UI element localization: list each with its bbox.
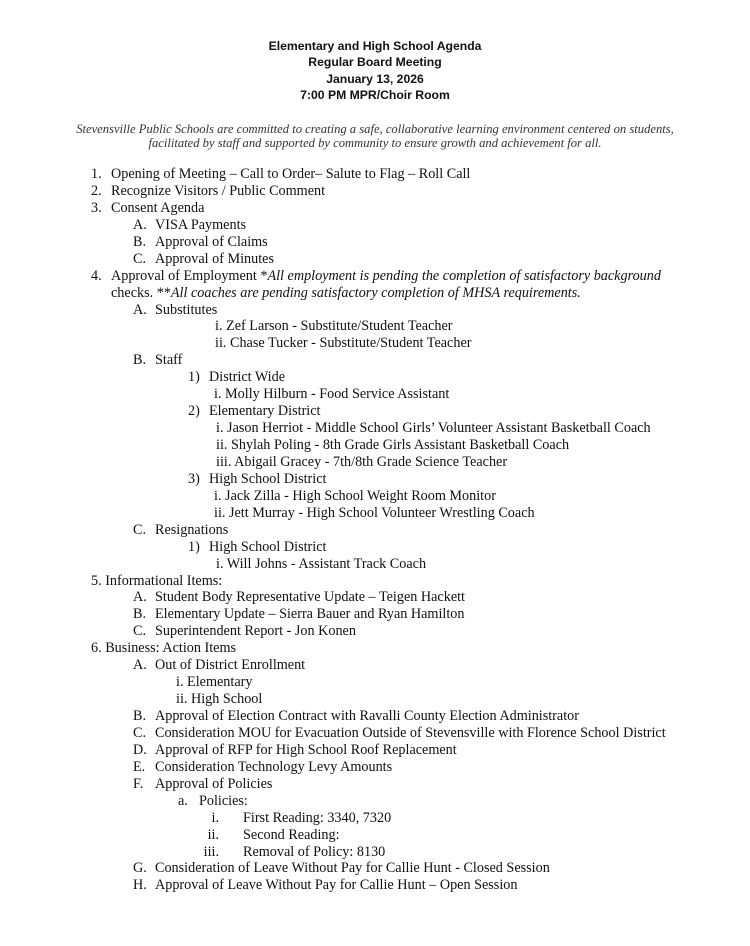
item-marker: 2) [188, 403, 200, 420]
agenda-subitem [0, 877, 750, 894]
item-text: Will Johns - Assistant Track Coach [226, 555, 427, 572]
item-text: Consent Agenda [111, 199, 205, 216]
agenda-item [0, 166, 750, 183]
coaches-note: All coaches are pending satisfactory completion of MHSA requirements. [170, 284, 581, 301]
agenda-entry [0, 420, 750, 437]
item-text: Superintendent Report - Jon Konen [155, 623, 356, 640]
item-text: Removal of Policy: 8130 [243, 843, 386, 860]
item-marker: B. [133, 708, 147, 724]
agenda-entry [0, 674, 750, 691]
meeting-time-place: 7:00 PM MPR/Choir Room [300, 88, 450, 102]
agenda-subitem [0, 302, 750, 319]
agenda-item-continuation [0, 285, 750, 302]
item-text: Consideration MOU for Evacuation Outside of Stevensville with Florence School District [155, 724, 666, 741]
item-text: Second Reading: [243, 826, 340, 843]
agenda-subitem [0, 776, 750, 793]
item-label: Approval of Employment * [111, 267, 268, 284]
agenda-district [0, 471, 750, 488]
item-marker: i. [214, 487, 222, 504]
mission-line-1: Stevensville Public Schools are committed to creating a safe, collaborative learning environment centered on students, [76, 122, 674, 136]
item-marker: C. [133, 250, 147, 267]
agenda-subitem [0, 251, 750, 268]
agenda-entry [0, 505, 750, 522]
agenda-subitem [0, 759, 750, 776]
item-text: Zef Larson - Substitute/Student Teacher [226, 318, 453, 335]
item-marker: A. [133, 657, 147, 674]
item-text: District Wide [209, 369, 286, 386]
agenda-subitem [0, 589, 750, 606]
item-text [111, 268, 661, 285]
agenda-entry [0, 691, 750, 708]
item-text: Recognize Visitors / Public Comment [111, 182, 326, 199]
item-text: Opening of Meeting – Call to Order– Salute to Flag – Roll Call [111, 166, 471, 182]
item-marker: ii. [207, 826, 219, 843]
agenda-entry [0, 488, 750, 505]
item-text: High School District [209, 470, 327, 487]
item-marker: C. [133, 724, 147, 741]
item-text: Approval of Policies [155, 775, 273, 792]
item-marker: i. [176, 674, 184, 691]
item-marker: G. [133, 860, 147, 877]
agenda-policy [0, 844, 750, 861]
item-text: Abigail Gracey - 7th/8th Grade Science Teacher [234, 453, 508, 470]
mission-line-2: facilitated by staff and supported by community to ensure growth and achievement for all. [148, 136, 602, 150]
agenda-item [0, 200, 750, 217]
item-marker: ii. [214, 504, 226, 521]
item-text: Resignations [155, 521, 229, 538]
item-marker: B. [133, 352, 147, 369]
agenda-policy [0, 827, 750, 844]
item-marker: E. [133, 758, 146, 775]
agenda-subitem [0, 708, 750, 725]
agenda-list [0, 166, 750, 894]
agenda-policy-group [0, 793, 750, 810]
item-marker: A. [133, 301, 147, 318]
agenda-entry [0, 454, 750, 471]
agenda-subitem [0, 725, 750, 742]
item-marker: 1) [188, 369, 200, 386]
item-marker: i. [215, 318, 223, 335]
item-text: Approval of Election Contract with Ravalli County Election Administrator [155, 708, 579, 724]
agenda-district [0, 369, 750, 386]
item-text [111, 285, 581, 302]
item-marker: 5. [91, 572, 102, 589]
item-label: checks. ** [111, 284, 171, 301]
item-text: High School [190, 691, 263, 708]
item-marker: i. [211, 809, 219, 826]
item-text: Consideration of Leave Without Pay for Callie Hunt - Closed Session [155, 860, 550, 877]
item-text: Jack Zilla - High School Weight Room Monitor [225, 487, 496, 504]
item-text: Consideration Technology Levy Amounts [155, 758, 393, 775]
meeting-date: January 13, 2026 [326, 72, 424, 86]
item-marker: 1. [91, 166, 102, 182]
item-marker: 3) [188, 470, 200, 487]
agenda-subitem [0, 623, 750, 640]
agenda-subitem [0, 352, 750, 369]
item-text: First Reading: 3340, 7320 [243, 809, 392, 826]
item-text: Elementary [187, 674, 253, 691]
item-marker: B. [133, 233, 147, 250]
item-marker: F. [133, 775, 144, 792]
agenda-subitem [0, 217, 750, 234]
item-text: Staff [155, 352, 183, 369]
item-text: Approval of Leave Without Pay for Callie Hunt – Open Session [155, 877, 518, 894]
item-text: Policies: [199, 792, 248, 809]
item-marker: H. [133, 877, 147, 894]
item-marker: A. [133, 589, 147, 606]
item-marker: a. [178, 792, 188, 809]
item-text: Informational Items: [105, 572, 223, 589]
item-text: Molly Hilburn - Food Service Assistant [225, 386, 450, 403]
agenda-item [0, 183, 750, 200]
item-text: Approval of RFP for High School Roof Replacement [155, 741, 457, 758]
agenda-district [0, 403, 750, 420]
agenda-entry [0, 318, 750, 335]
agenda-subitem [0, 522, 750, 539]
item-marker: B. [133, 606, 147, 623]
item-marker: 6. [91, 640, 102, 657]
item-marker: ii. [215, 335, 227, 352]
item-text: Chase Tucker - Substitute/Student Teacher [229, 335, 472, 352]
item-marker: 3. [91, 199, 102, 216]
item-text: Shylah Poling - 8th Grade Girls Assistant Basketball Coach [230, 437, 570, 453]
item-marker: C. [133, 521, 147, 538]
agenda-subitem [0, 234, 750, 251]
item-text: Business: Action Items [105, 640, 237, 657]
agenda-entry [0, 386, 750, 403]
item-text: High School District [209, 538, 327, 555]
item-marker: i. [216, 420, 224, 437]
agenda-subitem [0, 742, 750, 759]
item-text: Approval of Minutes [155, 250, 275, 267]
agenda-entry [0, 335, 750, 352]
employment-note: All employment is pending the completion of satisfactory background [267, 267, 661, 284]
item-text: Elementary District [209, 403, 321, 420]
item-marker: C. [133, 623, 147, 640]
item-marker: iii. [203, 843, 219, 860]
agenda-item [0, 640, 750, 657]
item-text: Jett Murray - High School Volunteer Wrestling Coach [228, 504, 535, 521]
item-text: Elementary Update – Sierra Bauer and Ryan Hamilton [155, 606, 465, 623]
agenda-title: Elementary and High School Agenda [268, 39, 482, 53]
agenda-policy [0, 810, 750, 827]
item-text: Jason Herriot - Middle School Girls’ Volunteer Assistant Basketball Coach [227, 420, 651, 437]
agenda-item [0, 573, 750, 590]
agenda-subitem [0, 606, 750, 623]
item-marker: D. [133, 741, 147, 758]
item-text: Out of District Enrollment [155, 657, 306, 674]
item-text: Approval of Claims [155, 233, 268, 250]
item-marker: i. [214, 386, 222, 403]
item-marker: 4. [91, 267, 102, 284]
agenda-entry [0, 556, 750, 573]
item-marker: ii. [176, 691, 188, 708]
item-text: VISA Payments [155, 216, 247, 233]
item-marker: iii. [216, 453, 232, 470]
agenda-item [0, 268, 750, 285]
agenda-subitem [0, 860, 750, 877]
item-marker: i. [216, 555, 224, 572]
meeting-type: Regular Board Meeting [308, 55, 442, 69]
item-marker: ii. [216, 437, 228, 453]
agenda-district [0, 539, 750, 556]
agenda-subitem [0, 657, 750, 674]
item-marker: 2. [91, 182, 102, 199]
item-marker: 1) [188, 538, 200, 555]
agenda-entry [0, 437, 750, 454]
item-marker: A. [133, 216, 147, 233]
item-text: Substitutes [155, 301, 218, 318]
item-text: Student Body Representative Update – Teigen Hackett [155, 589, 465, 606]
